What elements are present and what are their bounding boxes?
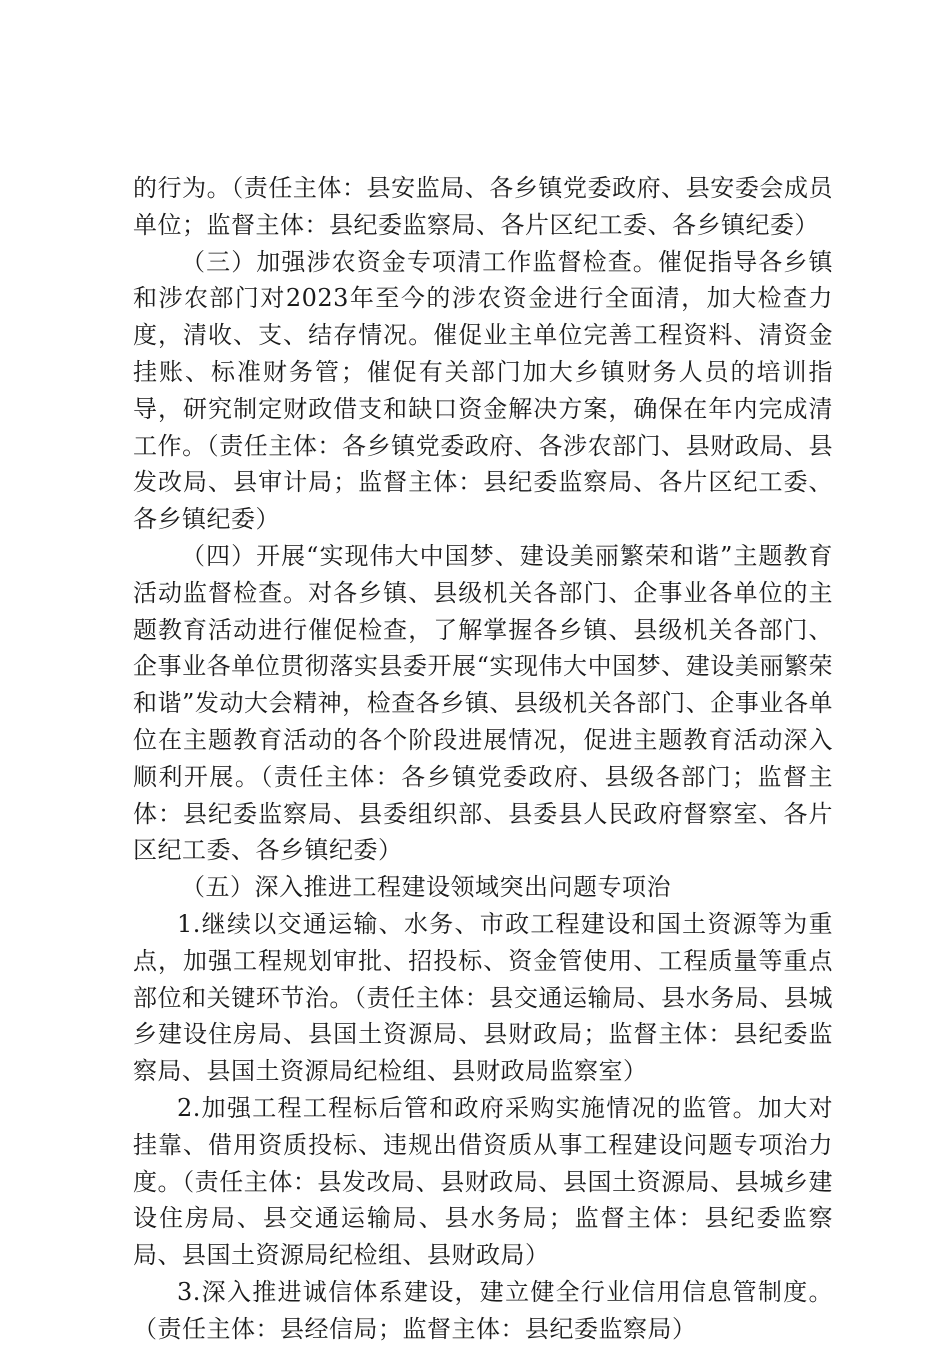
document-body (133, 170, 833, 1348)
paragraph-section-3: （三）加强涉农资金专项清工作监督检查。催促指导各乡镇和涉农部门对2023年至今的涉农资金进行全面清，加大检查力度，清收、支、结存情况。催促业主单位完善工程资料、清资金挂账、标准财务管；催促有关部门加大乡镇财务人员的培训指导，研究制定财政借支和缺口资金解决方案，确保在年内完成清工作。（责任主体：各乡镇党委政府、各涉农部门、县财政局、县发改局、县审计局；监督主体：县纪委监察局、各片区纪工委、各乡镇纪委） (133, 247, 833, 534)
paragraph-item-2: 2.加强工程工程标后管和政府采购实施情况的监管。加大对挂靠、借用资质投标、违规出借资质从事工程建设问题专项治力度。（责任主体：县发改局、县财政局、县国土资源局、县城乡建设住房局、县交通运输局、县水务局；监督主体：县纪委监察局、县国土资源局纪检组、县财政局） (133, 1093, 833, 1270)
paragraph-item-1: 1.继续以交通运输、水务、市政工程建设和国土资源等为重点，加强工程规划审批、招投标、资金管使用、工程质量等重点部位和关键环节治。（责任主体：县交通运输局、县水务局、县城乡建设住房局、县国土资源局、县财政局；监督主体：县纪委监察局、县国土资源局纪检组、县财政局监察室） (133, 909, 833, 1086)
paragraph-section-5-heading: （五）深入推进工程建设领域突出问题专项治 (181, 873, 671, 902)
paragraph-continuation: 的行为。（责任主体：县安监局、各乡镇党委政府、县安委会成员单位；监督主体：县纪委监察局、各片区纪工委、各乡镇纪委） (133, 174, 833, 239)
paragraph-section-4: （四）开展“实现伟大中国梦、建设美丽繁荣和谐”主题教育活动监督检查。对各乡镇、县级机关各部门、企事业各单位的主题教育活动进行催促检查，了解掌握各乡镇、县级机关各部门、企事业各单位贯彻落实县委开展“实现伟大中国梦、建设美丽繁荣和谐”发动大会精神，检查各乡镇、县级机关各部门、企事业各单位在主题教育活动的各个阶段进展情况，促进主题教育活动深入顺利开展。（责任主体：各乡镇党委政府、县级各部门；监督主体：县纪委监察局、县委组织部、县委县人民政府督察室、各片区纪工委、各乡镇纪委） (133, 541, 833, 865)
paragraph-item-3: 3.深入推进诚信体系建设，建立健全行业信用信息管制度。（责任主体：县经信局；监督主体：县纪委监察局） (133, 1277, 833, 1343)
